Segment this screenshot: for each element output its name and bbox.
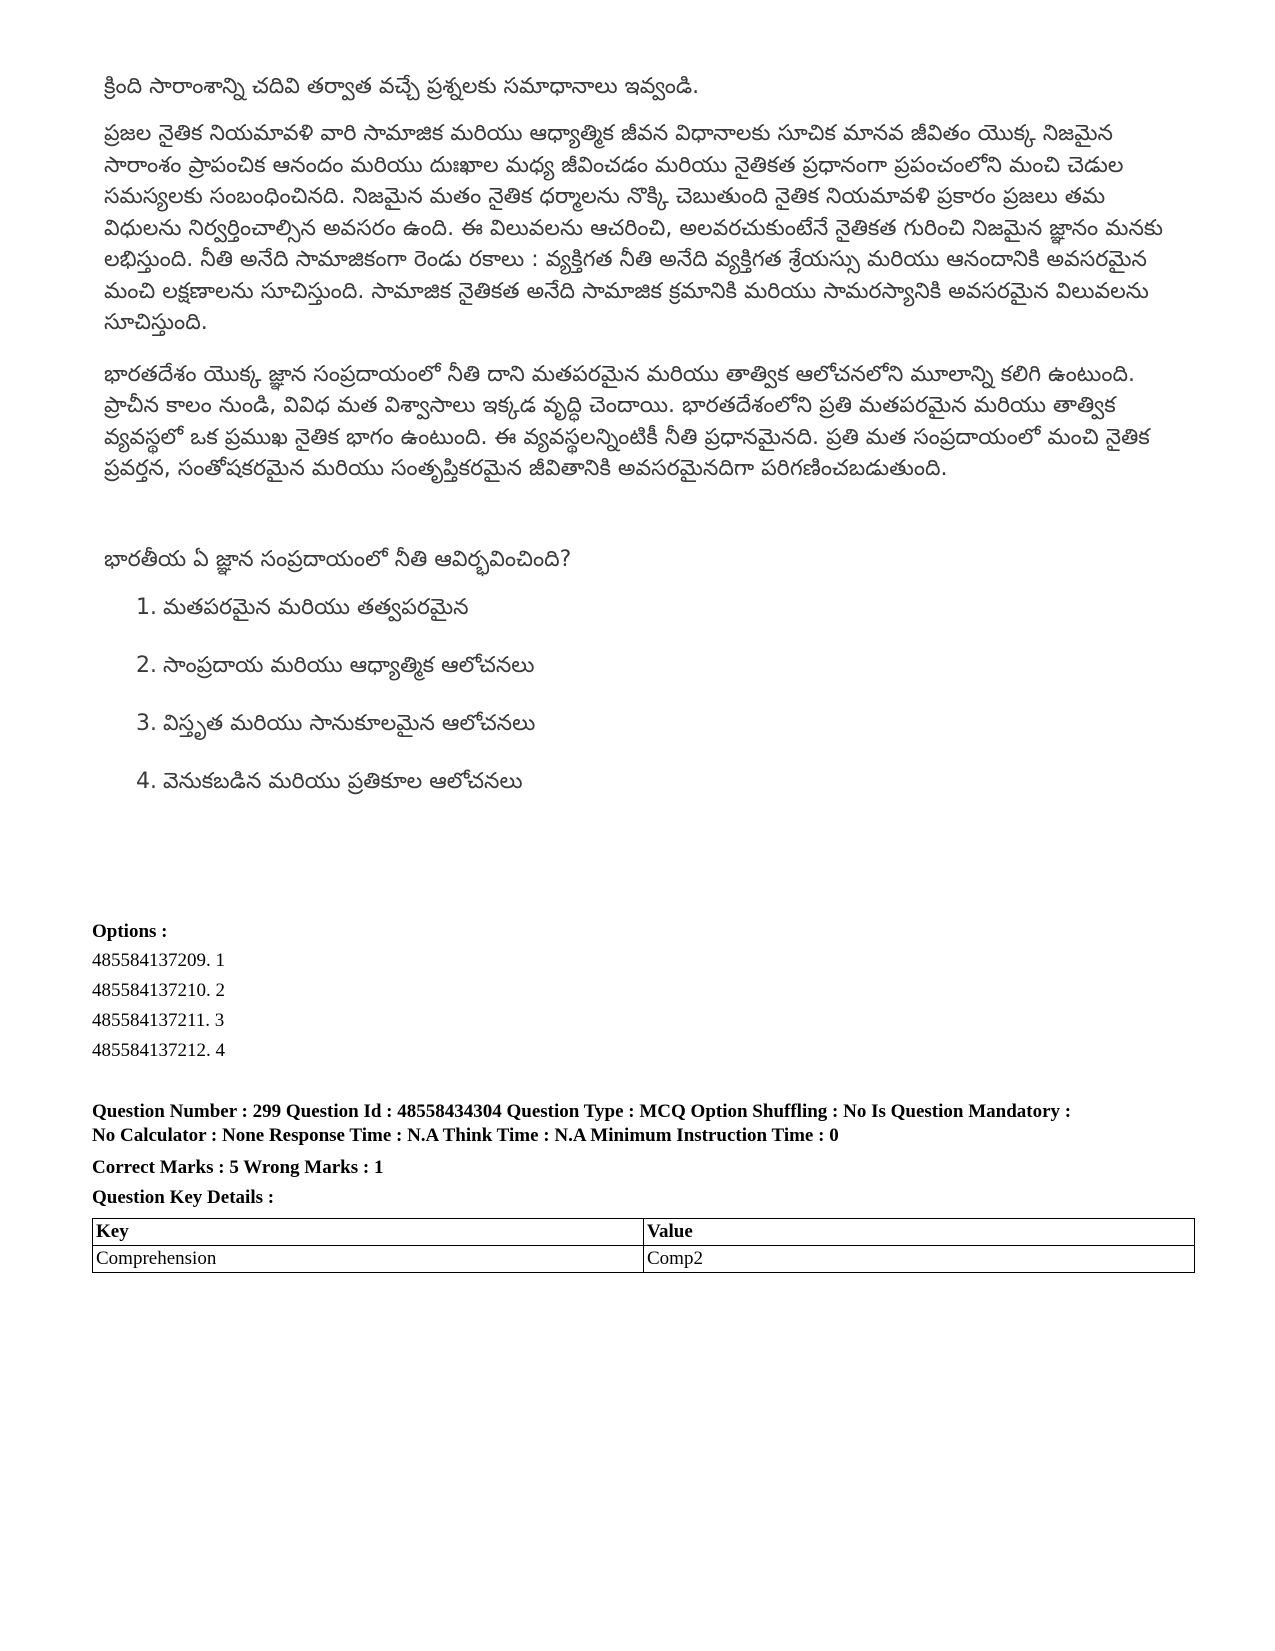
passage-paragraph-2: భారతదేశం యొక్క జ్ఞాన సంప్రదాయంలో నీతి దాని మతపరమైన మరియు తాత్విక ఆలోచనలోని మూలాన్ని కలిగి ఉంటుంది. ప్రాచీన కాలం నుండి, వివిధ మత విశ్వాసాలు ఇక్కడ వృద్ధి చెందాయి. భారతదేశంలోని ప్రతి మతపరమైన మరియు తాత్విక వ్యవస్థలో ఒక ప్రముఖ నైతిక భాగం ఉంటుంది. ఈ వ్యవస్థలన్నింటికీ నీతి ప్రధానమైనది. ప్రతి మత సంప్రదాయంలో మంచి నైతిక ప్రవర్తన, సంతోషకరమైన మరియు సంతృప్తికరమైన జీవితానికి అవసరమైనదిగా పరిగణించబడుతుంది. xyxy=(104,361,1150,481)
question-text: భారతీయ ఏ జ్ఞాన సంప్రదాయంలో నీతి ఆవిర్భవించింది? xyxy=(104,546,572,572)
option-id-4: 485584137212. 4 xyxy=(92,1040,225,1061)
marks-line: Correct Marks : 5 Wrong Marks : 1 xyxy=(92,1157,384,1178)
passage-paragraph-1: ప్రజల నైతిక నియమావళి వారి సామాజిక మరియు ఆధ్యాత్మిక జీవన విధానాలకు సూచిక మానవ జీవితం యొక్క నిజమైన సారాంశం ప్రాపంచిక ఆనందం మరియు దుఃఖాల మధ్య జీవించడం మరియు నైతికత ప్రధానంగా ప్రపంచంలోని మంచి చెడుల సమస్యలకు సంబంధించినది. నిజమైన మతం నైతిక ధర్మాలను నొక్కి చెబుతుంది నైతిక నియమావళి ప్రకారం ప్రజలు తమ విధులను నిర్వర్తించాల్సిన అవసరం ఉంది. ఈ విలువలను ఆచరించి, అలవరచుకుంటేనే నైతికత గురించి నిజమైన జ్ఞానం మనకు లభిస్తుంది. నీతి అనేది సామాజికంగా రెండు రకాలు : వ్యక్తిగత నీతి అనేది వ్యక్తిగత శ్రేయస్సు మరియు ఆనందానికి అవసరమైన మంచి లక్షణాలను సూచిస్తుంది. సామాజిక నైతికత అనేది సామాజిక క్రమానికి మరియు సామరస్యానికి అవసరమైన విలువలను సూచిస్తుంది. xyxy=(104,121,1163,335)
choice-item: 2. సాంప్రదాయ మరియు ఆధ్యాత్మిక ఆలోచనలు xyxy=(136,652,535,678)
choice-item: 1. మతపరమైన మరియు తత్వపరమైన xyxy=(136,594,469,620)
choice-item: 3. విస్తృత మరియు సానుకూలమైన ఆలోచనలు xyxy=(136,710,536,736)
key-value-table xyxy=(92,1218,1195,1273)
table-row xyxy=(93,1246,1195,1273)
options-label: Options : xyxy=(92,921,168,942)
table-header-row xyxy=(93,1219,1195,1246)
details-line-2: No Calculator : None Response Time : N.A Think Time : N.A Minimum Instruction Time : 0 xyxy=(92,1125,839,1146)
question-metadata xyxy=(92,918,1192,1273)
option-id-2: 485584137210. 2 xyxy=(92,980,225,1001)
option-id-1: 485584137209. 1 xyxy=(92,950,225,971)
question-details xyxy=(92,1100,1192,1148)
choice-item: 4. వెనుకబడిన మరియు ప్రతికూల ఆలోచనలు xyxy=(136,768,523,794)
instruction-text: క్రింది సారాంశాన్ని చదివి తర్వాత వచ్చే ప్రశ్నలకు సమాధానాలు ఇవ్వండి. xyxy=(104,74,700,99)
passage-image xyxy=(104,72,1184,825)
header-value: Value xyxy=(644,1219,1195,1246)
options-list xyxy=(92,946,1192,1066)
option-id-3: 485584137211. 3 xyxy=(92,1010,225,1031)
key-details-label: Question Key Details : xyxy=(92,1187,275,1208)
cell-key: Comprehension xyxy=(93,1246,644,1273)
details-line-1: Question Number : 299 Question Id : 48558434304 Question Type : MCQ Option Shuffling : No Is Question Mandatory : xyxy=(92,1101,1072,1122)
choice-list xyxy=(104,593,1184,797)
cell-value: Comp2 xyxy=(644,1246,1195,1273)
header-key: Key xyxy=(93,1219,644,1246)
